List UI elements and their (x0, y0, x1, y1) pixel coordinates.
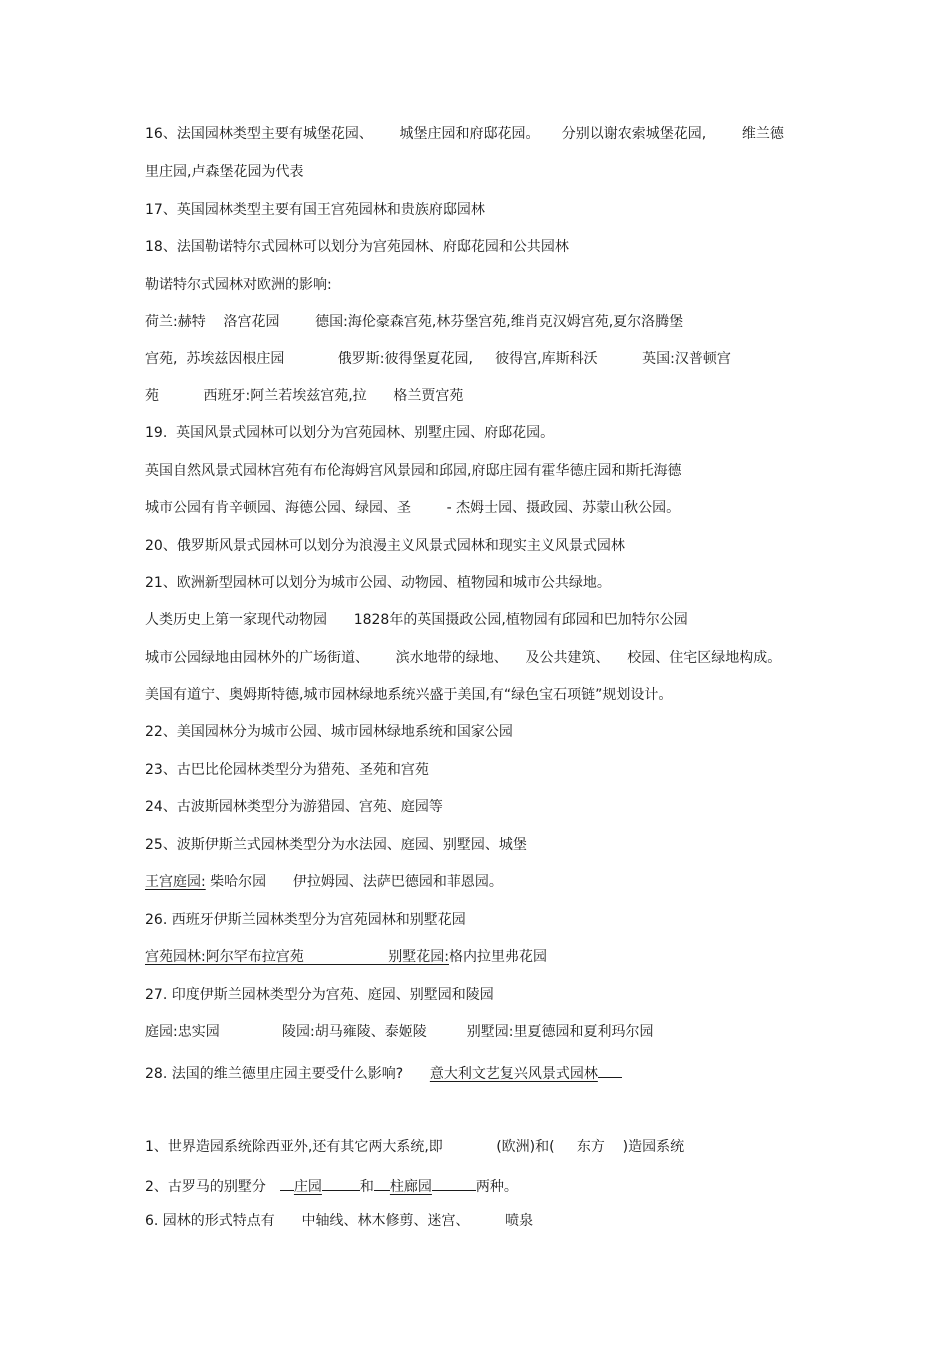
line-text: 和 (359, 1179, 374, 1195)
line-27: 27. 印度伊斯兰园林类型分为宫苑、庭园、别墅园和陵园 (145, 987, 494, 1003)
line-b1: 1、世界造园系统除西亚外,还有其它两大系统,即 (欧洲)和( 东方 )造园系统 (145, 1139, 685, 1155)
line-text: 两种。 (475, 1179, 518, 1195)
line-18: 18、法国勒诺特尔式园林可以划分为宫苑园林、府邸花园和公共园林 (145, 239, 569, 255)
line-16a: 16、法国园林类型主要有城堡花园、 城堡庄园和府邸花园。 分别以谢农索城堡花园, 维兰德 (145, 126, 784, 142)
line-27a: 庭园:忠实园 陵园:胡马雍陵、泰姬陵 别墅园:里夏德园和夏利玛尔园 (145, 1024, 654, 1040)
line-18b: 宫苑, 苏埃兹因根庄园 俄罗斯:彼得堡夏花园, 彼得宫,库斯科沃 英国:汉普顿宫 (145, 351, 731, 367)
line-21a: 人类历史上第一家现代动物园 1828年的英国摄政公园,植物园有邱园和巴加特尔公园 (145, 612, 688, 628)
line-28 (145, 1061, 622, 1081)
answer-blank (280, 1174, 294, 1191)
answer-blank (598, 1061, 622, 1078)
answer-underlined: 意大利文艺复兴风景式园林 (429, 1066, 598, 1082)
underlined-label: 宫苑园林:阿尔罕布拉宫苑 别墅花园: (145, 949, 449, 965)
answer-underlined: 庄园 (293, 1179, 322, 1195)
answer-blank (374, 1174, 390, 1191)
line-18a: 荷兰:赫特 洛宫花园 德国:海伦豪森宫苑,林芬堡宫苑,维肖克汉姆宫苑,夏尔洛腾堡 (145, 314, 684, 330)
line-19a: 英国自然风景式园林宫苑有布伦海姆宫风景园和邱园,府邸庄园有霍华德庄园和斯托海德 (145, 463, 682, 479)
underlined-label: 王宫庭园: (145, 874, 206, 890)
line-21b: 城市公园绿地由园林外的广场街道、 滨水地带的绿地、 及公共建筑、 校园、住宅区绿地构成。 (145, 650, 782, 666)
line-text: 格内拉里弗花园 (449, 949, 547, 965)
line-b6: 6. 园林的形式特点有 中轴线、林木修剪、迷宫、 喷泉 (145, 1213, 534, 1229)
answer-underlined: 柱廊园 (389, 1179, 432, 1195)
line-17: 17、英国园林类型主要有国王宫苑园林和贵族府邸园林 (145, 202, 485, 218)
line-22: 22、美国园林分为城市公园、城市园林绿地系统和国家公园 (145, 724, 513, 740)
line-18-intro: 勒诺特尔式园林对欧洲的影响: (145, 277, 332, 293)
line-26a (145, 947, 547, 967)
line-16b: 里庄园,卢森堡花园为代表 (145, 164, 304, 180)
line-18c: 苑 西班牙:阿兰若埃兹宫苑,拉 格兰贾宫苑 (145, 388, 464, 404)
line-21c: 美国有道宁、奥姆斯特德,城市园林绿地系统兴盛于美国,有“绿色宝石项链”规划设计。 (145, 687, 673, 703)
line-20: 20、俄罗斯风景式园林可以划分为浪漫主义风景式园林和现实主义风景式园林 (145, 538, 625, 554)
line-b2 (145, 1174, 518, 1194)
line-26: 26. 西班牙伊斯兰园林类型分为宫苑园林和别墅花园 (145, 912, 466, 928)
line-24: 24、古波斯园林类型分为游猎园、宫苑、庭园等 (145, 799, 443, 815)
question-text: 28. 法国的维兰德里庄园主要受什么影响? (145, 1066, 430, 1082)
line-19b: 城市公园有肯辛顿园、海德公园、绿园、圣 - 杰姆士园、摄政园、苏蒙山秋公园。 (145, 500, 681, 516)
line-text: 柴哈尔园 伊拉姆园、法萨巴德园和菲恩园。 (205, 874, 503, 890)
line-23: 23、古巴比伦园林类型分为猎苑、圣苑和宫苑 (145, 762, 429, 778)
answer-blank (432, 1174, 476, 1191)
question-text: 2、古罗马的别墅分 (145, 1179, 266, 1195)
line-25a (145, 872, 503, 892)
line-25: 25、波斯伊斯兰式园林类型分为水法园、庭园、别墅园、城堡 (145, 837, 527, 853)
answer-blank (322, 1174, 360, 1191)
line-21: 21、欧洲新型园林可以划分为城市公园、动物园、植物园和城市公共绿地。 (145, 575, 611, 591)
line-19: 19. 英国风景式园林可以划分为宫苑园林、别墅庄园、府邸花园。 (145, 425, 555, 441)
